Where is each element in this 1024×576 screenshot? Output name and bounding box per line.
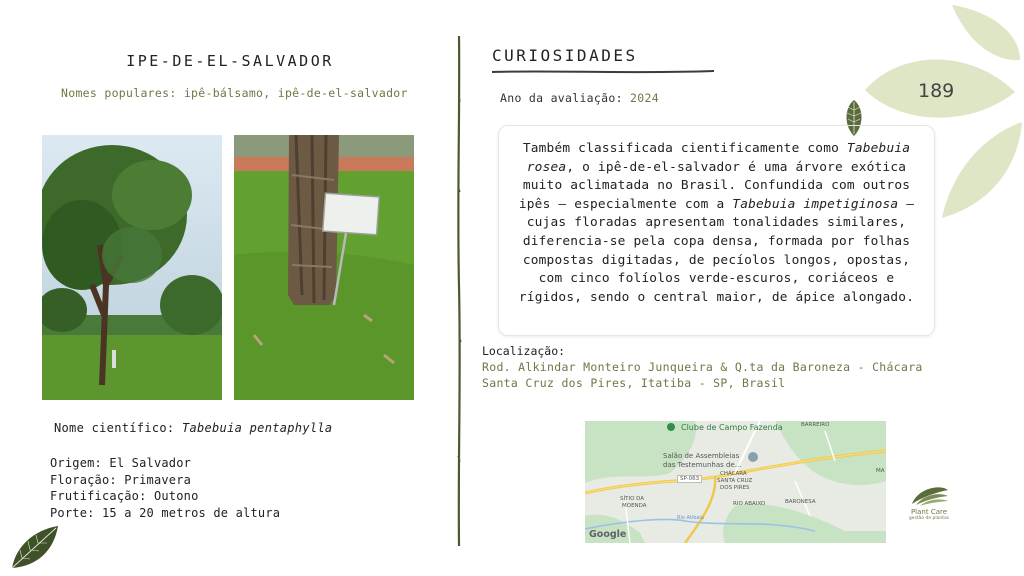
- map-label-salao: Salão de Assembleias: [663, 452, 740, 460]
- column-divider: [449, 36, 469, 546]
- map-label-club: Clube de Campo Fazenda: [681, 423, 783, 432]
- page-number: 189: [918, 80, 955, 102]
- map-label-sitio: MOENDA: [622, 503, 647, 509]
- description-card: [498, 125, 935, 336]
- tree-photo: [42, 135, 222, 400]
- scientific-name-value: Tabebuia pentaphylla: [181, 421, 333, 435]
- description-species: Tabebuia rosea: [526, 141, 911, 175]
- title-underline: [492, 68, 714, 76]
- popular-names-label: Nomes populares:: [61, 86, 177, 100]
- google-logo: Google: [589, 529, 627, 540]
- description-text: , o ipê-de-el-salvador é uma árvore exótica muito aclimatada no Brasil. Confundida com outros ipês – especialmente com a: [518, 159, 911, 212]
- brand-name: [904, 508, 954, 521]
- popular-names-value: ipê-bálsamo, ipê-de-el-salvador: [183, 86, 408, 100]
- flowering-fact: Floração: Primavera: [50, 472, 192, 487]
- map-label-chacara: DOS PIRES: [720, 485, 750, 491]
- map-label-edge: MA: [876, 468, 885, 474]
- scientific-name: [54, 421, 332, 435]
- trunk-photo: [234, 135, 414, 400]
- leaf-icon: [8, 522, 60, 570]
- brand-tagline: gestão de plantas: [908, 516, 950, 521]
- location-map[interactable]: [585, 421, 886, 543]
- map-label-chacara: SANTA CRUZ: [717, 478, 753, 484]
- map-label-chacara: CHÁCARA: [720, 471, 747, 477]
- map-label-salao: das Testemunhas de...: [663, 461, 742, 469]
- fruiting-fact: Frutificação: Outono: [50, 489, 199, 503]
- evaluation-year: [500, 91, 659, 105]
- map-label-road: SP-063: [677, 475, 702, 483]
- brand-logo-icon: [910, 484, 950, 508]
- brand-name-text: Plant Care: [910, 508, 948, 516]
- location-label: Localização:: [482, 344, 566, 358]
- map-label-river: Rio Atibaia: [677, 515, 704, 521]
- species-facts: [50, 455, 280, 521]
- description-species: Tabebuia impetiginosa: [732, 196, 899, 212]
- origin-fact: Origem: El Salvador: [50, 456, 192, 470]
- size-fact: Porte: 15 a 20 metros de altura: [50, 505, 281, 520]
- curiosities-title: CURIOSIDADES: [492, 46, 638, 65]
- scientific-name-label: Nome científico:: [54, 421, 175, 435]
- description-text: – cujas floradas apresentam tonalidades similares, diferencia-se pela copa densa, formada por folhas compostas digitadas, de pecíolos longos, opostas, com cinco folíolos verde-escuros, coriáceos e rígidos, sendo o central maior, de ápice alongado.: [518, 196, 915, 305]
- map-label-barreiro: BARREIRO: [801, 422, 830, 428]
- description-text: Também classificada cientificamente como: [522, 141, 847, 156]
- evaluation-year-label: Ano da avaliação:: [500, 91, 623, 105]
- location-address: Rod. Alkindar Monteiro Junqueira & Q.ta da Baroneza - Chácara Santa Cruz dos Pires, Itatiba - SP, Brasil: [482, 360, 923, 390]
- map-label-baronesa: BARONESA: [785, 499, 816, 505]
- evaluation-year-value: 2024: [630, 91, 659, 105]
- map-label-rio: RIO ABAIXO: [733, 501, 766, 507]
- species-title: IPE-DE-EL-SALVADOR: [126, 52, 334, 70]
- popular-names: [61, 86, 408, 100]
- map-label-sitio: SÍTIO DA: [620, 496, 645, 502]
